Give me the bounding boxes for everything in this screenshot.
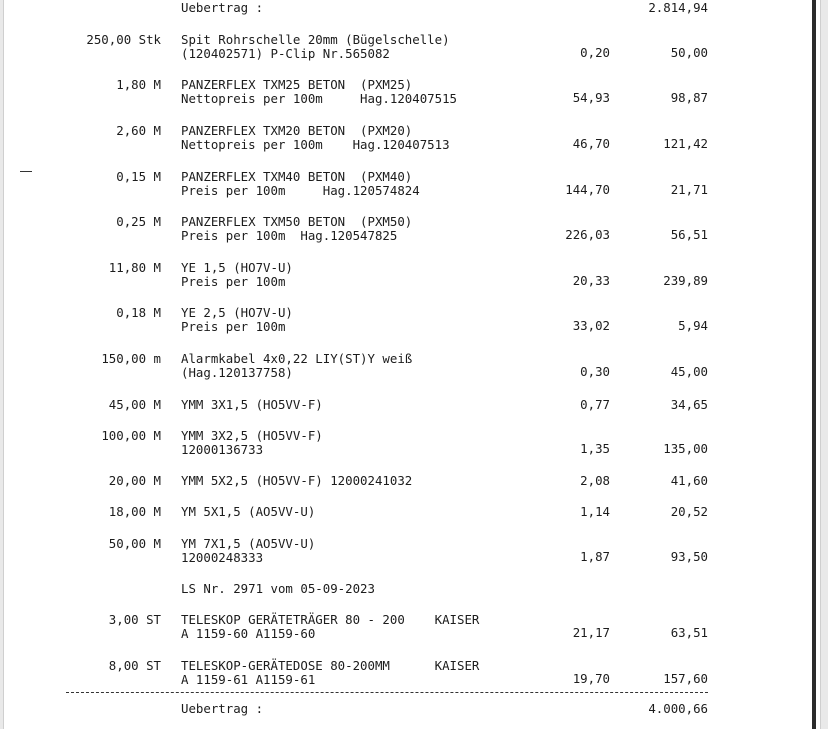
window-edge-bar xyxy=(812,0,816,729)
item-description-detail: Preis per 100m Hag.120574824 xyxy=(181,183,420,198)
item-quantity: 3,00 ST xyxy=(108,612,161,627)
item-description: Spit Rohrschelle 20mm (Bügelschelle) xyxy=(181,32,450,47)
item-description-detail: Nettopreis per 100m Hag.120407513 xyxy=(181,137,450,152)
item-description-detail: Nettopreis per 100m Hag.120407515 xyxy=(181,91,458,106)
item-description-detail: A 1159-60 A1159-60 xyxy=(181,626,316,641)
item-quantity: 11,80 M xyxy=(108,260,161,275)
item-quantity: 100,00 M xyxy=(101,428,161,443)
margin-dash-mark xyxy=(20,171,32,172)
item-line-total: 121,42 xyxy=(663,136,708,151)
carry-over-amount-bottom: 4.000,66 xyxy=(648,701,708,716)
item-unit-price: 0,20 xyxy=(580,45,610,60)
item-quantity: 250,00 Stk xyxy=(86,32,161,47)
item-description-detail: A 1159-61 A1159-61 xyxy=(181,672,316,687)
item-line-total: 98,87 xyxy=(670,90,708,105)
item-unit-price: 46,70 xyxy=(572,136,610,151)
document-page xyxy=(3,0,821,729)
item-description-detail: (120402571) P-Clip Nr.565082 xyxy=(181,46,390,61)
item-quantity: 20,00 M xyxy=(108,473,161,488)
carry-over-label-top: Uebertrag : xyxy=(181,0,264,15)
item-description: PANZERFLEX TXM40 BETON (PXM40) xyxy=(181,169,413,184)
item-line-total: 93,50 xyxy=(670,549,708,564)
item-description: YE 2,5 (HO7V-U) xyxy=(181,305,293,320)
item-quantity: 0,18 M xyxy=(116,305,161,320)
item-description: PANZERFLEX TXM20 BETON (PXM20) xyxy=(181,123,413,138)
item-quantity: 50,00 M xyxy=(108,536,161,551)
item-line-total: 21,71 xyxy=(670,182,708,197)
item-line-total: 41,60 xyxy=(670,473,708,488)
item-description: YMM 5X2,5 (HO5VV-F) 12000241032 xyxy=(181,473,413,488)
item-line-total: 5,94 xyxy=(678,318,708,333)
item-line-total: 157,60 xyxy=(663,671,708,686)
item-quantity: 8,00 ST xyxy=(108,658,161,673)
item-unit-price: 33,02 xyxy=(572,318,610,333)
item-description-detail: Preis per 100m xyxy=(181,319,286,334)
item-quantity: 1,80 M xyxy=(116,77,161,92)
item-unit-price: 144,70 xyxy=(565,182,610,197)
item-line-total: 34,65 xyxy=(670,397,708,412)
item-unit-price: 226,03 xyxy=(565,227,610,242)
item-description: TELESKOP GERÄTETRÄGER 80 - 200 KAISER xyxy=(181,612,480,627)
item-description-detail: 12000248333 xyxy=(181,550,264,565)
item-unit-price: 20,33 xyxy=(572,273,610,288)
item-line-total: 50,00 xyxy=(670,45,708,60)
item-description: YM 5X1,5 (AO5VV-U) xyxy=(181,504,316,519)
item-line-total: 20,52 xyxy=(670,504,708,519)
item-description: YMM 3X2,5 (HO5VV-F) xyxy=(181,428,323,443)
item-unit-price: 1,14 xyxy=(580,504,610,519)
carry-over-amount-top: 2.814,94 xyxy=(648,0,708,15)
item-description: YM 7X1,5 (AO5VV-U) xyxy=(181,536,316,551)
item-quantity: 0,15 M xyxy=(116,169,161,184)
item-description: YMM 3X1,5 (HO5VV-F) xyxy=(181,397,323,412)
item-line-total: 45,00 xyxy=(670,364,708,379)
item-line-total: 135,00 xyxy=(663,441,708,456)
dashed-separator xyxy=(66,692,708,693)
item-description-detail: Preis per 100m Hag.120547825 xyxy=(181,228,398,243)
carry-over-label-bottom: Uebertrag : xyxy=(181,701,264,716)
item-quantity: 150,00 m xyxy=(101,351,161,366)
item-description-detail: 12000136733 xyxy=(181,442,264,457)
item-quantity: 0,25 M xyxy=(116,214,161,229)
item-unit-price: 1,35 xyxy=(580,441,610,456)
item-quantity: 18,00 M xyxy=(108,504,161,519)
item-description: PANZERFLEX TXM25 BETON (PXM25) xyxy=(181,77,413,92)
item-unit-price: 21,17 xyxy=(572,625,610,640)
item-unit-price: 54,93 xyxy=(572,90,610,105)
item-quantity: 45,00 M xyxy=(108,397,161,412)
item-description-detail: (Hag.120137758) xyxy=(181,365,293,380)
item-description: PANZERFLEX TXM50 BETON (PXM50) xyxy=(181,214,413,229)
item-unit-price: 0,30 xyxy=(580,364,610,379)
item-unit-price: 1,87 xyxy=(580,549,610,564)
item-quantity: 2,60 M xyxy=(116,123,161,138)
item-description: YE 1,5 (HO7V-U) xyxy=(181,260,293,275)
item-description: TELESKOP-GERÄTEDOSE 80-200MM KAISER xyxy=(181,658,480,673)
item-line-total: 56,51 xyxy=(670,227,708,242)
item-unit-price: 2,08 xyxy=(580,473,610,488)
item-line-total: 239,89 xyxy=(663,273,708,288)
item-unit-price: 0,77 xyxy=(580,397,610,412)
item-unit-price: 19,70 xyxy=(572,671,610,686)
item-line-total: 63,51 xyxy=(670,625,708,640)
item-description-detail: Preis per 100m xyxy=(181,274,286,289)
item-description: LS Nr. 2971 vom 05-09-2023 xyxy=(181,581,375,596)
item-description: Alarmkabel 4x0,22 LIY(ST)Y weiß xyxy=(181,351,413,366)
